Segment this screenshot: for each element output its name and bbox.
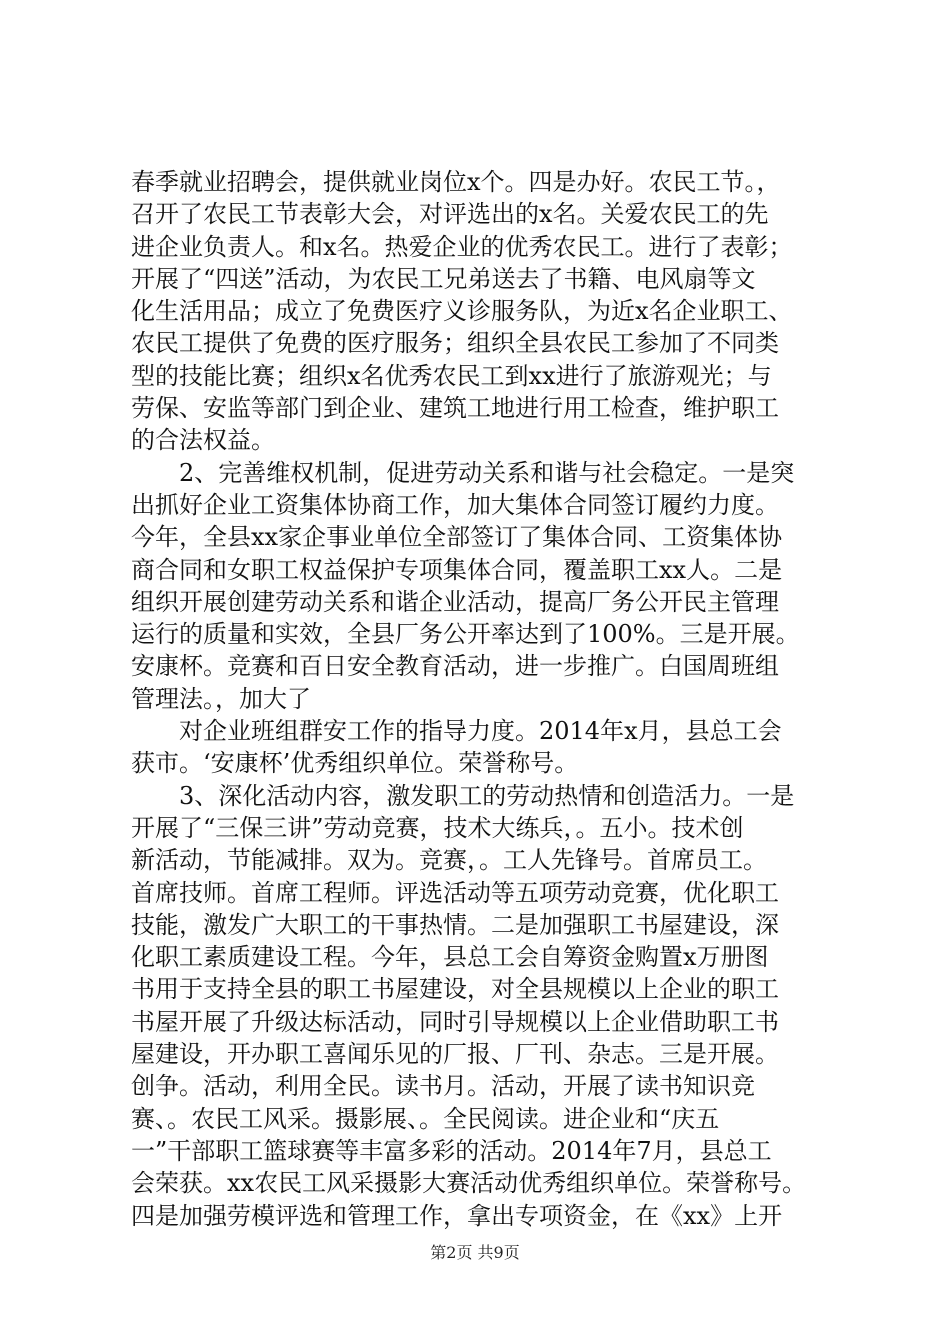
text-line: 召开了农民工节表彰大会，对评选出的x名。关爱农民工的先: [131, 200, 769, 229]
text-line: 书用于支持全县的职工书屋建设，对全县规模以上企业的职工: [131, 975, 779, 1004]
body-text: [131, 166, 871, 1232]
text-line: 劳保、安监等部门到企业、建筑工地进行用工检查，维护职工: [131, 394, 779, 423]
text-line: 四是加强劳模评选和管理工作，拿出专项资金，在《xx》上开: [131, 1201, 783, 1230]
text-line: 组织开展创建劳动关系和谐企业活动，提高厂务公开民主管理: [131, 587, 779, 616]
text-line: 3、深化活动内容，激发职工的劳动热情和创造活力。一是: [131, 781, 795, 810]
text-line: 安康杯。竞赛和百日安全教育活动，进一步推广。白国周班组: [131, 652, 779, 681]
text-line: 进企业负责人。和x名。热爱企业的优秀农民工。进行了表彰；: [131, 232, 793, 261]
text-line: 管理法。，加大了: [131, 684, 311, 713]
text-line: 农民工提供了免费的医疗服务；组织全县农民工参加了不同类: [131, 329, 779, 358]
text-line: 书屋开展了升级达标活动，同时引导规模以上企业借助职工书: [131, 1007, 779, 1036]
text-line: 今年，全县xx家企事业单位全部签订了集体合同、工资集体协: [131, 523, 783, 552]
text-line: 对企业班组群安工作的指导力度。2014年x月，县总工会: [131, 717, 782, 746]
text-line: 会荣获。xx农民工风采摄影大赛活动优秀组织单位。荣誉称号。: [131, 1169, 807, 1198]
text-line: 运行的质量和实效，全县厂务公开率达到了100%。三是开展。: [131, 620, 800, 649]
text-line: 开展了“四送”活动，为农民工兄弟送去了书籍、电风扇等文: [131, 264, 756, 293]
text-line: 出抓好企业工资集体协商工作，加大集体合同签订履约力度。: [131, 490, 779, 519]
text-line: 屋建设，开办职工喜闻乐见的厂报、厂刊、杂志。三是开展。: [131, 1040, 779, 1069]
text-line: 获市。‘安康杯’优秀组织单位。荣誉称号。: [131, 749, 579, 778]
page-footer: 第2页 共9页: [430, 1243, 520, 1262]
text-line: 开展了“三保三讲”劳动竞赛，技术大练兵，。五小。技术创: [131, 813, 744, 842]
text-line: 首席技师。首席工程师。评选活动等五项劳动竞赛，优化职工: [131, 878, 779, 907]
text-line: 型的技能比赛；组织x名优秀农民工到xx进行了旅游观光；与: [131, 361, 772, 390]
text-line: 赛、。农民工风采。摄影展、。全民阅读。进企业和“庆五: [131, 1104, 720, 1133]
text-line: 春季就业招聘会，提供就业岗位x个。四是办好。农民工节。，: [131, 168, 781, 196]
text-line: 一”干部职工篮球赛等丰富多彩的活动。2014年7月，县总工: [131, 1136, 772, 1165]
text-line: 新活动，节能减排。双为。竞赛，。工人先锋号。首席员工。: [131, 846, 767, 875]
text-line: 的合法权益。: [131, 426, 275, 455]
text-line: 商合同和女职工权益保护专项集体合同，覆盖职工xx人。二是: [131, 555, 783, 584]
text-line: 化职工素质建设工程。今年，县总工会自筹资金购置x万册图: [131, 943, 769, 972]
text-line: 化生活用品；成立了免费医疗义诊服务队，为近x名企业职工、: [131, 297, 793, 326]
text-line: 创争。活动，利用全民。读书月。活动，开展了读书知识竞: [131, 1072, 755, 1101]
text-line: 技能，激发广大职工的干事热情。二是加强职工书屋建设，深: [131, 910, 779, 939]
text-line: 2、完善维权机制，促进劳动关系和谐与社会稳定。一是突: [131, 458, 795, 487]
